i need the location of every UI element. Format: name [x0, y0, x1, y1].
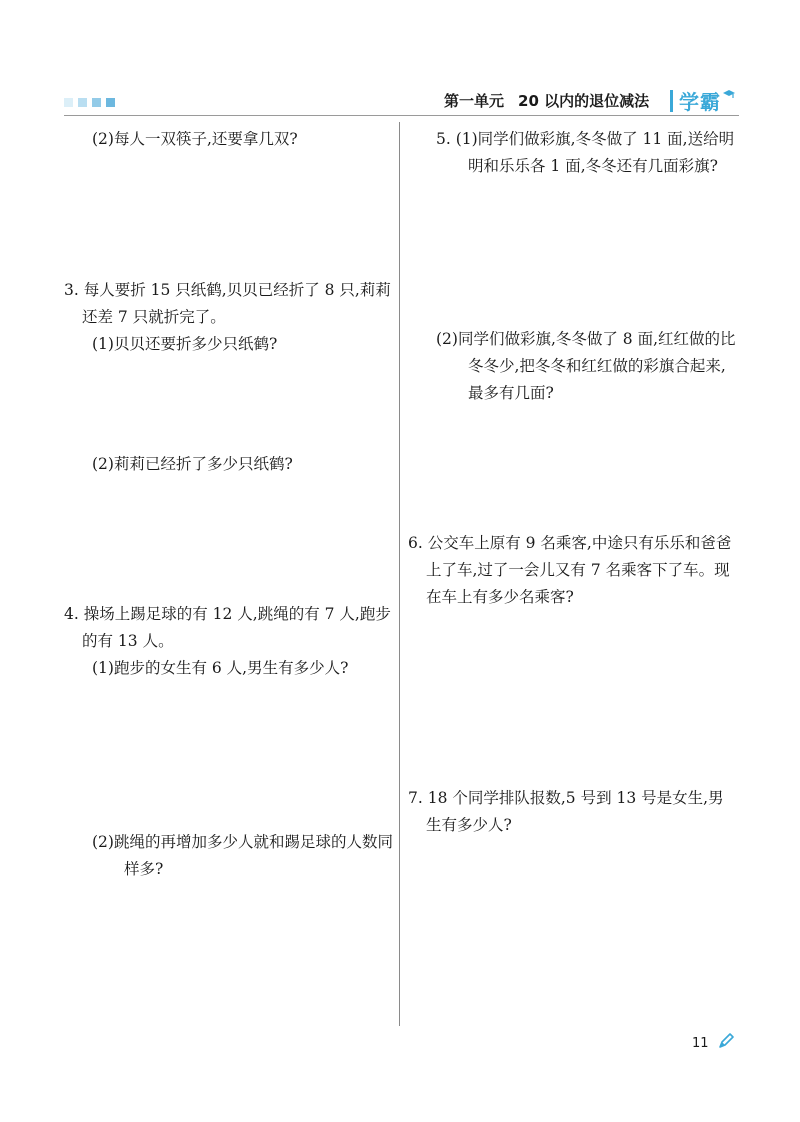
question-stem: 4. 操场上踢足球的有 12 人,跳绳的有 7 人,跑步的有 13 人。	[64, 605, 391, 650]
question-part: 5. (1)同学们做彩旗,冬冬做了 11 面,送给明明和乐乐各 1 面,冬冬还有几面彩旗?	[436, 130, 735, 175]
question-part: (2)莉莉已经折了多少只纸鹤?	[92, 455, 293, 473]
brand-text: 学霸	[679, 90, 721, 114]
question-text: (2)每人一双筷子,还要拿几双?	[92, 130, 298, 148]
question-6	[408, 530, 738, 611]
question-stem: 7. 18 个同学排队报数,5 号到 13 号是女生,男生有多少人?	[408, 789, 724, 834]
question-part: (1)贝贝还要折多少只纸鹤?	[92, 335, 278, 353]
topic-label: 20 以内的退位减法	[518, 92, 650, 110]
question-part: (1)跑步的女生有 6 人,男生有多少人?	[92, 659, 349, 677]
question-part: (2)跳绳的再增加多少人就和踢足球的人数同样多?	[92, 833, 393, 878]
question-5-part-1	[408, 126, 738, 180]
question-2-part-2	[64, 126, 394, 153]
header-dot	[64, 98, 73, 107]
question-4	[64, 601, 394, 682]
question-stem: 3. 每人要折 15 只纸鹤,贝贝已经折了 8 只,莉莉还差 7 只就折完了。	[64, 281, 391, 326]
question-7	[408, 785, 738, 839]
running-header	[444, 90, 649, 111]
page-number: 11	[692, 1036, 709, 1051]
question-3-part-2	[64, 451, 394, 478]
question-3	[64, 277, 394, 358]
header-dot	[78, 98, 87, 107]
brand-logo	[670, 86, 736, 115]
pencil-icon	[716, 1031, 736, 1051]
brand-bar	[670, 90, 673, 112]
graduation-cap-icon	[722, 89, 736, 101]
header-dot	[92, 98, 101, 107]
question-stem: 6. 公交车上原有 9 名乘客,中途只有乐乐和爸爸上了车,过了一会儿又有 7 名乘客下了车。现在车上有多少名乘客?	[408, 534, 732, 606]
question-5-part-2	[408, 326, 738, 407]
column-divider	[399, 122, 400, 1026]
header-decoration	[64, 98, 115, 107]
question-part: (2)同学们做彩旗,冬冬做了 8 面,红红做的比冬冬少,把冬冬和红红做的彩旗合起来,最多有几面?	[436, 330, 736, 402]
header-dot	[106, 98, 115, 107]
header-rule	[64, 115, 739, 116]
question-4-part-2	[64, 829, 394, 883]
unit-label: 第一单元	[444, 92, 505, 110]
